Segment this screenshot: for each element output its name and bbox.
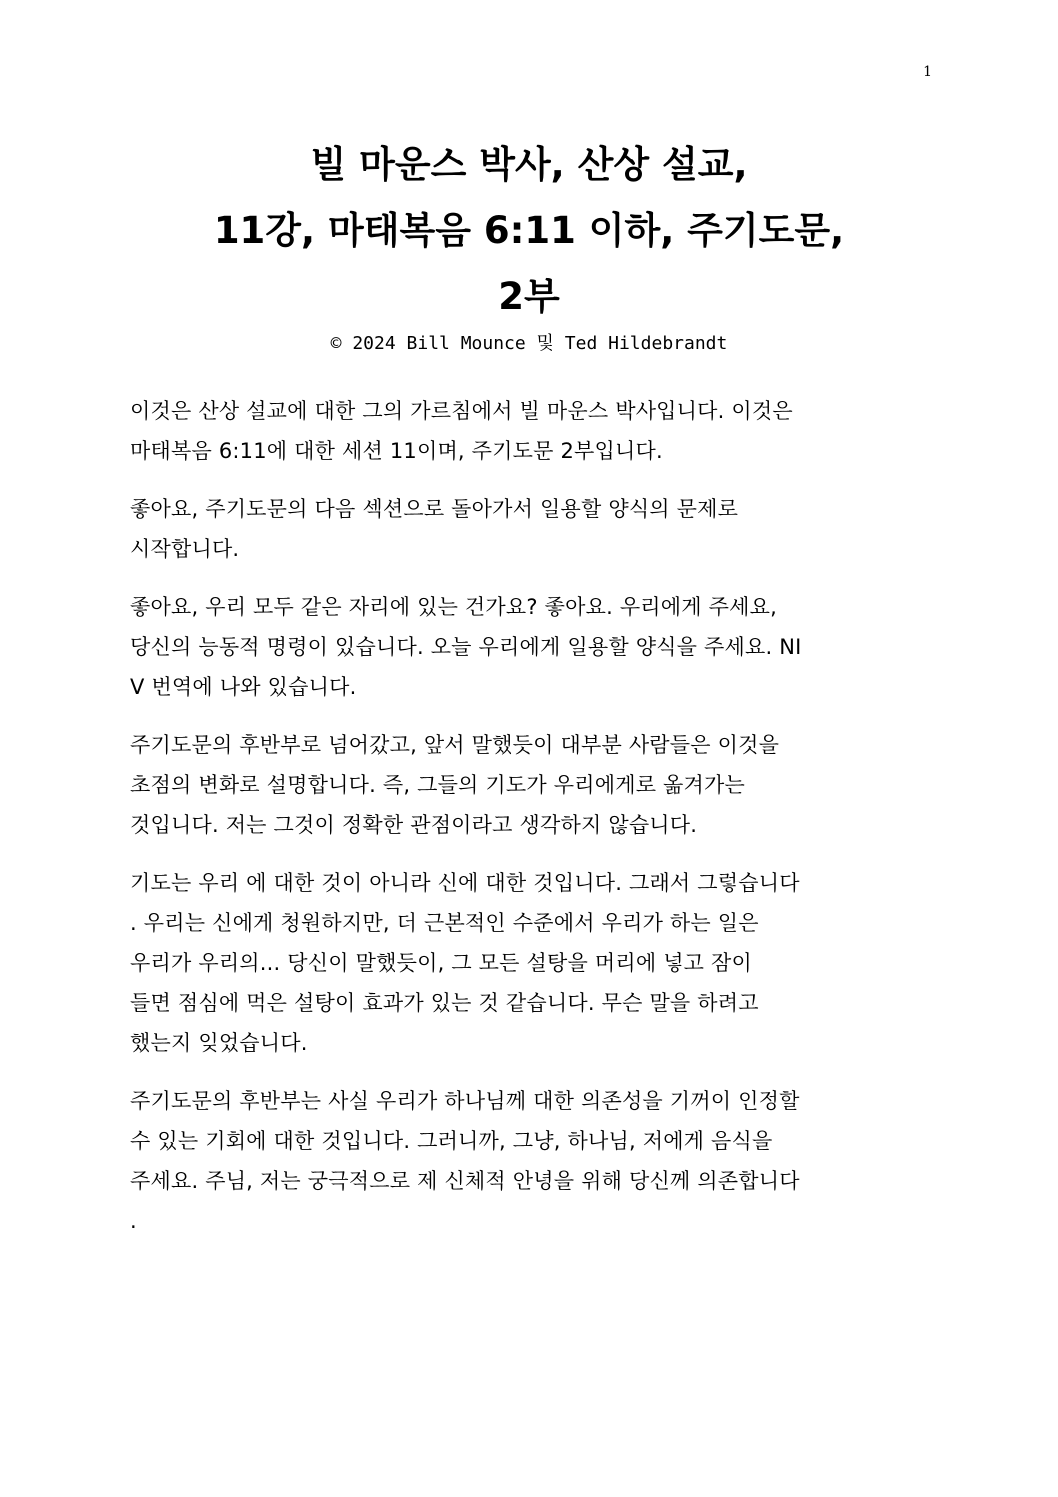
paragraph (130, 863, 930, 1063)
text-line: 들면 점심에 먹은 설탕이 효과가 있는 것 같습니다. 무슨 말을 하려고 (130, 991, 759, 1015)
text-line: 좋아요, 주기도문의 다음 섹션으로 돌아가서 일용할 양식의 문제로 (130, 497, 739, 521)
text-line: 이것은 산상 설교에 대한 그의 가르침에서 빌 마운스 박사입니다. 이것은 (130, 399, 793, 423)
text-line: 마태복음 6:11에 대한 세션 11이며, 주기도문 2부입니다. (130, 439, 663, 463)
paragraph (130, 1081, 930, 1241)
copyright-notice: © 2024 Bill Mounce 및 Ted Hildebrandt (330, 333, 728, 354)
title-line-1: 빌 마운스 박사, 산상 설교, (310, 143, 748, 186)
transcript-body (130, 391, 930, 1259)
document-title (100, 132, 958, 330)
text-line: . 우리는 신에게 청원하지만, 더 근본적인 수준에서 우리가 하는 일은 (130, 911, 759, 935)
text-line: 당신의 능동적 명령이 있습니다. 오늘 우리에게 일용할 양식을 주세요. NI (130, 635, 802, 659)
paragraph (130, 489, 930, 569)
page-number: 1 (923, 64, 932, 80)
text-line: 주기도문의 후반부는 사실 우리가 하나님께 대한 의존성을 기꺼이 인정할 (130, 1089, 800, 1113)
text-line: 시작합니다. (130, 537, 240, 561)
paragraph (130, 725, 930, 845)
text-line: V 번역에 나와 있습니다. (130, 675, 357, 699)
text-line: 초점의 변화로 설명합니다. 즉, 그들의 기도가 우리에게로 옮겨가는 (130, 773, 745, 797)
text-line: 수 있는 기회에 대한 것입니다. 그러니까, 그냥, 하나님, 저에게 음식을 (130, 1129, 773, 1153)
text-line: 우리가 우리의... 당신이 말했듯이, 그 모든 설탕을 머리에 넣고 잠이 (130, 951, 753, 975)
text-line: 것입니다. 저는 그것이 정확한 관점이라고 생각하지 않습니다. (130, 813, 698, 837)
text-line: 주세요. 주님, 저는 궁극적으로 제 신체적 안녕을 위해 당신께 의존합니다 (130, 1169, 800, 1193)
title-line-2: 11강, 마태복음 6:11 이하, 주기도문, (213, 209, 845, 252)
title-line-3: 2부 (498, 275, 560, 318)
text-line: 좋아요, 우리 모두 같은 자리에 있는 건가요? 좋아요. 우리에게 주세요, (130, 595, 777, 619)
text-line: 주기도문의 후반부로 넘어갔고, 앞서 말했듯이 대부분 사람들은 이것을 (130, 733, 780, 757)
paragraph (130, 391, 930, 471)
text-line: 했는지 잊었습니다. (130, 1031, 308, 1055)
paragraph (130, 587, 930, 707)
text-line: 기도는 우리 에 대한 것이 아니라 신에 대한 것입니다. 그래서 그렇습니다 (130, 871, 800, 895)
text-line: . (130, 1209, 137, 1233)
